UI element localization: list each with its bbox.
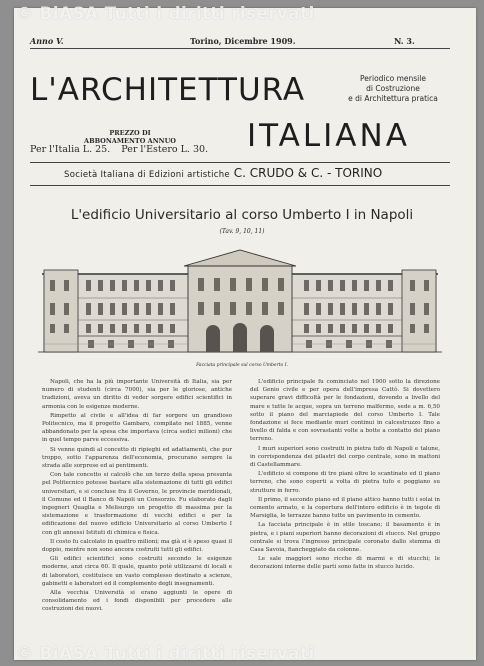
article-column-left [42,378,232,642]
price-abroad: Per l'Estero L. 30. [121,144,209,155]
society-rule-top [30,162,450,163]
price-heading-line: PREZZO DI ABBONAMENTO ANNUO [84,129,176,145]
header-rule [30,48,450,49]
paragraph: Napoli, che ha la più importante Università di Italia, sia per numero di studenti (circa 7000), sia per le gloriose, antiche tradizioni, aveva un diritto di veder sorgere edifici scientifici in armonia con le esigenze moderne. [42,379,232,410]
society-rule-bottom [30,185,450,186]
price-heading [80,129,180,145]
society-line [64,166,382,180]
paragraph: L'edificio si compone di tre piani oltre lo scantinato ed il piano terreno, che sono coperti a volta di pietra tufo e poggiano su strutture in ferro. [250,471,440,494]
price-line [30,144,216,155]
masthead-title-line1: L'ARCHITETTURA [30,72,306,108]
society-prefix: Società Italiana di Edizioni artistiche [64,170,230,180]
article-title: L'edificio Universitario al corso Umberto I in Napoli [70,207,414,223]
subtitle-line: e di Architettura pratica [348,94,438,103]
paragraph: Le sale maggiori sono ricche di marmi e di stucchi; le decorazioni interne delle parti sono fatte in stucco lucido. [250,556,440,571]
plate-reference: (Tav. 9, 10, 11) [219,228,265,235]
paragraph: Il costo fu calcolato in quattro milioni; ma già si è speso quasi il doppio, mentre non sono ancora costruiti tutti gli edifici. [42,538,232,554]
paragraph: I muri superiori sono costruiti in pietra tufo di Napoli e talune, in corrispondenza dei pilastri del corpo centrale, sono in mattoni di Castellammare. [250,445,440,469]
university-facade-illustration [38,240,442,358]
subtitle-line: Periodico mensile [360,74,426,83]
paragraph: Si venne quindi al concetto di ripieghi ed adattamenti, che pur troppo, sotto l'apparenza dell'economia, procurano sempre la strada alle sorprese ed ai pentimenti. [42,446,232,470]
place-date: Torino, Dicembre 1909. [190,36,296,46]
paragraph: Il primo, il secondo piano ed il piano attico hanno tutti i solai in cemento armato, e la copertura dell'intero edificio è in tegole di Marsiglia, le terrazze hanno tutte un pavimento in cemento. [250,496,440,520]
paragraph: Alla vecchia Università si erano aggiunti le opere di consolidamento ed i fondi disponibili per procedere alle costruzioni dei nuovi. [42,590,232,613]
paragraph: Gli edifici scientifici sono costruiti secondo le esigenze moderne, anzi circa 60. Il quale, quanto potè utilizzarsi di locali e di laboratori, costituisce un vasto complesso destinato a scienze, gabinetti e laboratori ed il complemento degli insegnamenti. [42,556,232,587]
watermark-bottom: © BiASA Tutti i diritti riservati [16,644,315,664]
figure-caption: Facciata principale sul corso Umberto I. [196,363,288,368]
masthead-subtitle [328,74,458,104]
paragraph: L'edificio principale fu cominciato nel 1900 sotto la direzione del Genio civile e per opera dell'impresa Cattò. Si dovettero superare gravi difficoltà per le fondazioni, dovendo a livello del mare e tutte le acque, sopra un terreno malfermo, sede a m. 6,50 sotto il piano del marciapiede del corso Umberto I. Tale fondazione si fece mediante muri continui in calcestruzzo fino a livello di falda e con sovrastanti volte a botte a contatto del piano terreno. [250,379,440,443]
society-publisher: C. CRUDO & C. - TORINO [233,166,383,180]
price-italy: Per l'Italia L. 25. [30,144,111,155]
volume-label: Anno V. [30,36,64,46]
paragraph: Con tale concetto si calcolò che un terzo della spesa presunta pel Politecnico potesse bastare alla sistemazione di tutti gli edifici universitari, e si concluse fra il Governo, le provincie meridionali, il Comune ed il Banco di Napoli un Consorzio. Fu elaborato dagli ingegneri Quaglia e Melisurgo un progetto di massima per la sistemazione e trasformazione di vecchi edifici e per la edificazione del nuovo edificio Universitario al corso Umberto I con gli annessi Istituti di chimica e fisica. [42,472,232,536]
masthead-title-line2: ITALIANA [247,118,410,154]
issue-number: N. 3. [394,36,415,46]
watermark-top: © BiASA Tutti i diritti riservati [16,4,315,24]
paragraph: La facciata principale è in stile toscano; il basamento è in pietra, e i piani superiori hanno decorazioni di stucco. Nel gruppo centrale si trova l'ingresso principale coronato dallo stemma di Casa Savoia, fiancheggiato da colonne. [250,522,440,554]
subtitle-line: di Costruzione [366,84,420,93]
paragraph: Rimpetto al civile e all'idea di far sorgere un grandioso Politecnico, ma il progetto Gambaro, compilato nel 1885, venne abbandonato per la spesa che importava (circa sedici milioni) che in quel tempo parve eccessiva. [42,412,232,444]
article-column-right [250,378,440,642]
